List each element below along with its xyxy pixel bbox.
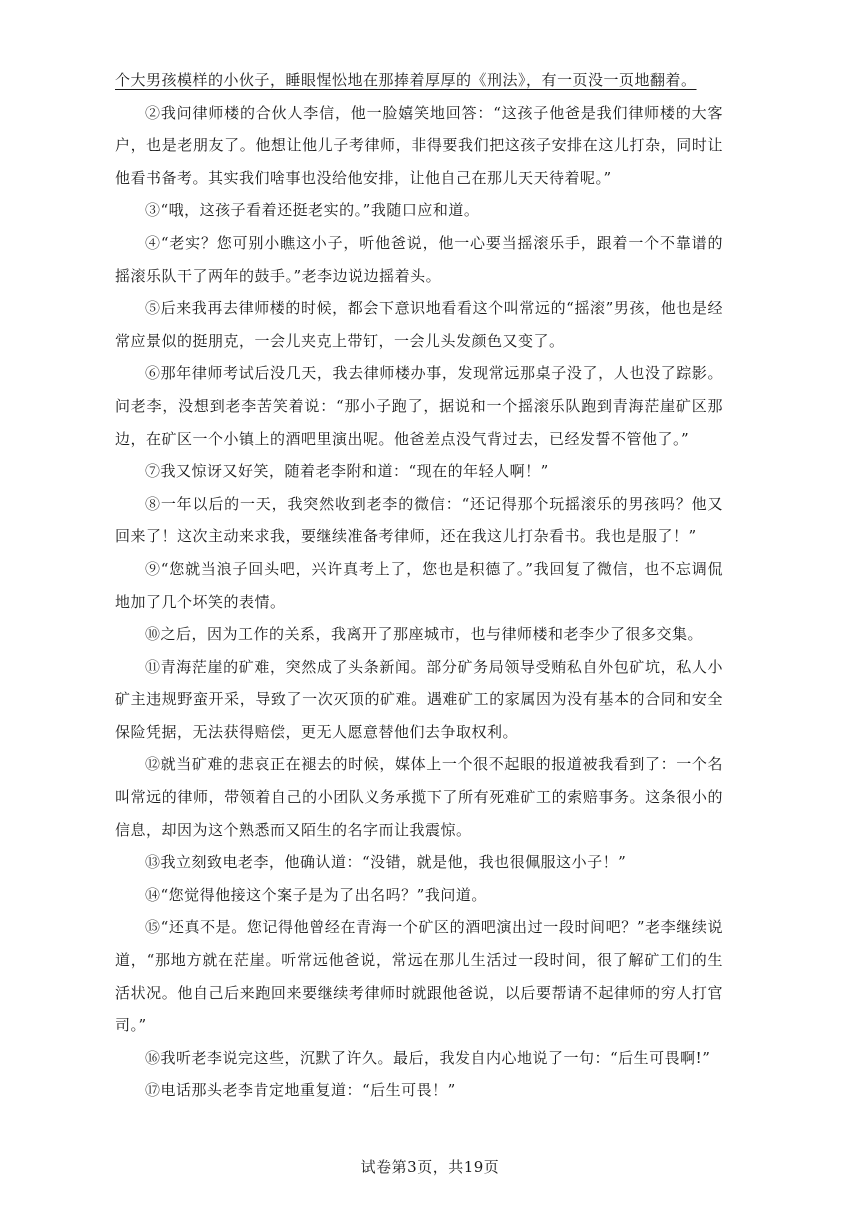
paragraph-8: ⑧一年以后的一天，我突然收到老李的微信：“还记得那个玩摇滚乐的男孩吗？他又回来了！这次主动来求我，要继续准备考律师，还在我这儿打杂看书。我也是服了！” xyxy=(115,494,723,546)
paragraph-2: ②我问律师楼的合伙人李信，他一脸嬉笑地回答：“这孩子他爸是我们律师楼的大客户，也是老朋友了。他想让他儿子考律师，非得要我们把这孩子安排在这儿打杂，同时让他看书备考。其实我们啥事也没给他安排，让他自己在那儿天天待着呢。” xyxy=(115,103,723,187)
paragraph-3: ③“哦，这孩子看着还挺老实的。”我随口应和道。 xyxy=(145,201,480,220)
paragraph-6: ⑥那年律师考试后没几天，我去律师楼办事，发现常远那桌子没了，人也没了踪影。问老李，没想到老李苦笑着说：“那小子跑了，据说和一个摇滚乐队跑到青海茫崖矿区那边，在矿区一个小镇上的酒吧里演出呢。他爸差点没气背过去，已经发誓不管他了。” xyxy=(115,364,723,448)
paragraph-1: 个大男孩模样的小伙子，睡眼惺忪地在那捧着厚厚的《刑法》，有一页没一页地翻着。 xyxy=(115,71,697,89)
paragraph-15: ⑮“还真不是。您记得他曾经在青海一个矿区的酒吧演出过一段时间吧？”老李继续说道，“那地方就在茫崖。听常远他爸说，常远在那儿生活过一段时间，很了解矿工们的生活状况。他自己后来跑回来要继续考律师时就跟他爸说，以后要帮请不起律师的穷人打官司。” xyxy=(115,918,723,1035)
paragraph-4: ④“老实？您可别小瞧这小子，听他爸说，他一心要当摇滚乐手，跟着一个不靠谱的摇滚乐队干了两年的鼓手。”老李边说边摇着头。 xyxy=(115,233,723,285)
paragraph-14: ⑭“您觉得他接这个案子是为了出名吗？”我问道。 xyxy=(145,885,487,904)
paragraph-17: ⑰电话那头老李肯定地重复道：“后生可畏！” xyxy=(145,1081,456,1100)
article-body xyxy=(115,64,723,1107)
paragraph-16: ⑯我听老李说完这些，沉默了许久。最后，我发自内心地说了一句：“后生可畏啊!” xyxy=(145,1048,711,1067)
paragraph-5: ⑤后来我再去律师楼的时候，都会下意识地看看这个叫常远的“摇滚”男孩，他也是经常应景似的挺朋克，一会儿夹克上带钉，一会儿头发颜色又变了。 xyxy=(115,299,723,350)
paragraph-12: ⑫就当矿难的悲哀正在褪去的时候，媒体上一个很不起眼的报道被我看到了：一个名叫常远的律师，带领着自己的小团队义务承揽下了所有死难矿工的索赔事务。这条很小的信息，却因为这个熟悉而又陌生的名字而让我震惊。 xyxy=(115,755,723,839)
paragraph-13: ⑬我立刻致电老李，他确认道：“没错，就是他，我也很佩服这小子！” xyxy=(145,853,627,872)
paragraph-9: ⑨“您就当浪子回头吧，兴许真考上了，您也是积德了。”我回复了微信，也不忘调侃地加了几个坏笑的表情。 xyxy=(115,559,723,611)
paragraph-10: ⑩之后，因为工作的关系，我离开了那座城市，也与律师楼和老李少了很多交集。 xyxy=(145,625,704,644)
paragraph-7: ⑦我又惊讶又好笑，随着老李附和道：“现在的年轻人啊！” xyxy=(145,462,549,481)
paragraph-11: ⑪青海茫崖的矿难，突然成了头条新闻。部分矿务局领导受贿私自外包矿坑，私人小矿主违规野蛮开采，导致了一次灭顶的矿难。遇难矿工的家属因为没有基本的合同和安全保险凭据，无法获得赔偿，更无人愿意替他们去争取权利。 xyxy=(115,657,723,741)
page-footer: 试卷第3页，共19页 xyxy=(360,1158,500,1176)
